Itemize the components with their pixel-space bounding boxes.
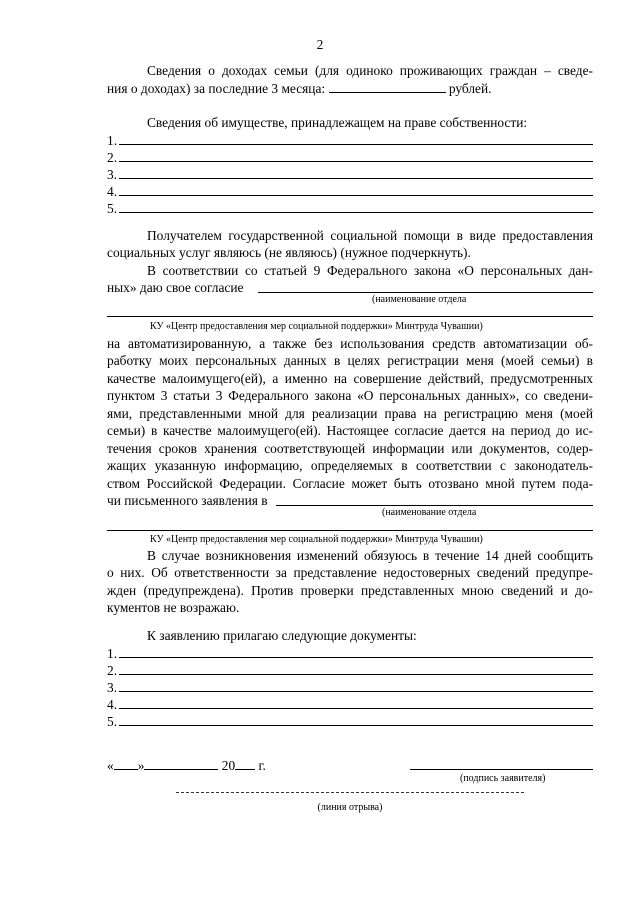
attachment-field-1[interactable] [119, 657, 593, 658]
income-line-1: Сведения о доходах семьи (для одиноко проживающих граждан – сведе- [147, 63, 593, 78]
withdraw-organization-caption: КУ «Центр предоставления мер социальной поддержки» Минтруда Чувашии) [150, 534, 483, 545]
consent-body-line-5: ями, представленными мной для реализации права на регистрацию меня (моей [107, 406, 593, 421]
attachments-heading: К заявлению прилагаю следующие документы: [147, 628, 417, 643]
obligation-line-4: кументов не возражаю. [107, 600, 240, 615]
date-line [107, 757, 307, 775]
property-heading: Сведения об имуществе, принадлежащем на праве собственности: [147, 115, 528, 130]
recipient-line-1: Получателем государственной социальной помощи в виде предоставления [147, 228, 593, 243]
attachment-number-5: 5. [107, 714, 118, 729]
consent-body-line-9: ством Российской Федерации. Согласие может быть отозвано мной путем пода- [107, 476, 593, 491]
consent-department-caption: (наименование отдела [372, 294, 467, 305]
attachment-number-2: 2. [107, 663, 118, 678]
income-label: ния о доходах) за последние 3 месяца: [107, 81, 326, 96]
consent-line-2: ных» даю свое согласие [107, 280, 244, 295]
attachment-number-4: 4. [107, 697, 118, 712]
attachment-field-4[interactable] [119, 708, 593, 709]
consent-body-line-8: жащих указанную информацию, определяемых в соответствии с законодатель- [107, 458, 593, 473]
date-year-prefix: 20 [221, 758, 236, 773]
consent-body-line-2: работку моих персональных данных в целях регистрации меня (моей семьи) в [107, 353, 593, 368]
withdraw-department-caption: (наименование отдела [382, 507, 477, 518]
tear-line [176, 792, 524, 793]
consent-withdraw-line: чи письменного заявления в [107, 493, 268, 508]
attachment-number-1: 1. [107, 646, 118, 661]
signature-field[interactable] [410, 769, 593, 770]
property-field-5[interactable] [119, 212, 593, 213]
consent-line-1: В соответствии со статьей 9 Федерального закона «О персональных дан- [147, 263, 593, 278]
tear-line-caption: (линия отрыва) [317, 802, 383, 813]
withdraw-organization-field[interactable] [107, 530, 593, 531]
date-day-field[interactable] [114, 757, 138, 770]
attachment-field-5[interactable] [119, 725, 593, 726]
consent-body-line-6: семьи) в качестве малоимущего(ей). Настоящее согласие дается на период до ис- [107, 423, 593, 438]
obligation-line-2: о них. Об ответственности за представление недостоверных сведений предупре- [107, 565, 593, 580]
attachment-field-2[interactable] [119, 674, 593, 675]
property-number-1: 1. [107, 133, 118, 148]
property-number-4: 4. [107, 184, 118, 199]
signature-caption: (подпись заявителя) [460, 773, 546, 784]
property-number-5: 5. [107, 201, 118, 216]
withdraw-department-field[interactable] [276, 505, 593, 506]
income-line-2 [107, 80, 593, 98]
obligation-line-3: жден (предупреждена). Против проверки представленных мною сведений и до- [107, 583, 593, 598]
page-number: 2 [316, 37, 324, 52]
date-year-suffix: г. [258, 758, 266, 773]
obligation-line-1: В случае возникновения изменений обязуюсь в течение 14 дней сообщить [147, 548, 593, 563]
date-year-field[interactable] [235, 757, 255, 770]
property-field-3[interactable] [119, 178, 593, 179]
property-field-1[interactable] [119, 144, 593, 145]
consent-body-line-3: качестве малоимущего(ей), а именно на совершение действий, предусмотренных [107, 371, 593, 386]
attachment-number-3: 3. [107, 680, 118, 695]
income-amount-field[interactable] [329, 80, 446, 93]
property-number-2: 2. [107, 150, 118, 165]
property-number-3: 3. [107, 167, 118, 182]
income-currency: рублей. [448, 81, 492, 96]
property-field-2[interactable] [119, 161, 593, 162]
date-month-field[interactable] [144, 757, 218, 770]
consent-organization-caption: КУ «Центр предоставления мер социальной поддержки» Минтруда Чувашии) [150, 321, 483, 332]
consent-body-line-7: течения сроков хранения соответствующей информации или документов, содер- [107, 441, 593, 456]
attachment-field-3[interactable] [119, 691, 593, 692]
date-quote-close: » [137, 758, 145, 773]
consent-organization-field[interactable] [107, 316, 593, 317]
property-field-4[interactable] [119, 195, 593, 196]
date-quote-open: « [107, 758, 114, 773]
consent-body-line-4: пунктом 3 статьи 3 Федерального закона «О персональных данных», со сведени- [107, 388, 593, 403]
recipient-line-2: социальных услуг являюсь (не являюсь) (нужное подчеркнуть). [107, 245, 471, 260]
consent-department-field[interactable] [258, 292, 593, 293]
consent-body-line-1: на автоматизированную, а также без использования средств автоматизации об- [107, 336, 593, 351]
